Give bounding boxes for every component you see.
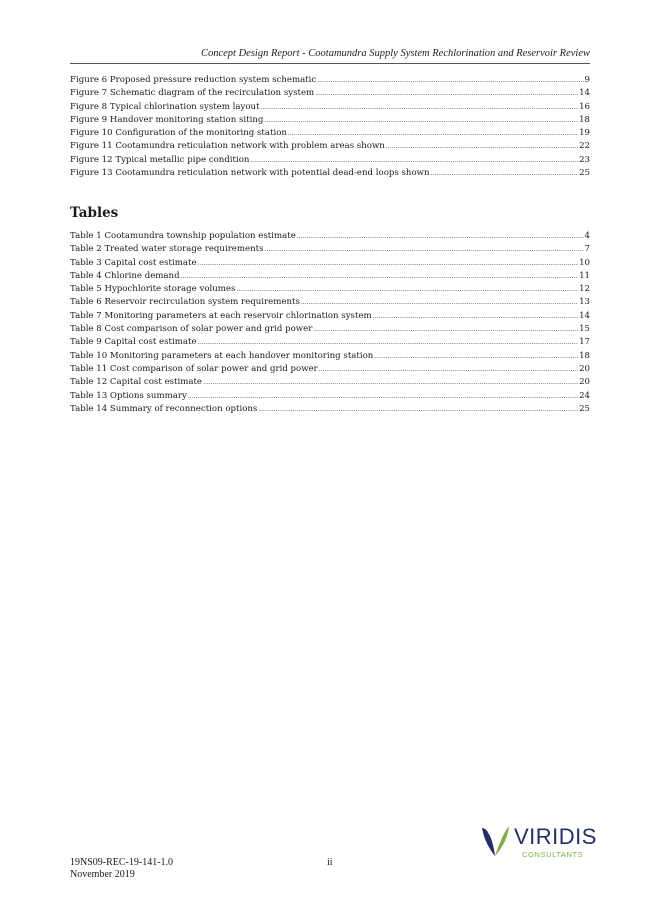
table-entry-page: 18	[579, 350, 590, 361]
figure-entry-label: Figure 10 Configuration of the monitoring station	[70, 128, 287, 139]
table-entry[interactable]	[70, 323, 590, 336]
table-entry-label: Table 5 Hypochlorite storage volumes	[70, 284, 236, 295]
figure-entry[interactable]	[70, 127, 590, 140]
figure-entry[interactable]	[70, 114, 590, 127]
viridis-logo	[478, 822, 598, 862]
logo-wordmark: VIRIDIS	[514, 824, 597, 849]
table-entry[interactable]	[70, 310, 590, 323]
dot-leader	[181, 270, 578, 283]
figure-entry[interactable]	[70, 140, 590, 153]
table-entry[interactable]	[70, 296, 590, 309]
table-entry-page: 12	[579, 284, 590, 295]
table-entry[interactable]	[70, 243, 590, 256]
figure-entry[interactable]	[70, 87, 590, 100]
table-entry-page: 25	[579, 403, 590, 414]
figure-entry-label: Figure 11 Cootamundra reticulation network with problem areas shown	[70, 141, 385, 152]
table-entry-page: 7	[584, 244, 590, 255]
dot-leader	[203, 376, 578, 389]
table-entry-label: Table 10 Monitoring parameters at each handover monitoring station	[70, 350, 374, 361]
list-of-tables	[70, 230, 590, 416]
table-entry[interactable]	[70, 403, 590, 416]
footer-page-number: ii	[327, 857, 333, 868]
dot-leader	[301, 296, 578, 309]
table-entry[interactable]	[70, 336, 590, 349]
table-entry-label: Table 11 Cost comparison of solar power and grid power	[70, 363, 318, 374]
table-entry[interactable]	[70, 376, 590, 389]
figure-entry[interactable]	[70, 74, 590, 87]
table-entry-page: 14	[579, 310, 590, 321]
dot-leader	[317, 74, 583, 87]
dot-leader	[315, 87, 578, 100]
table-entry-label: Table 13 Options summary	[70, 390, 187, 401]
table-entry-page: 13	[579, 297, 590, 308]
dot-leader	[261, 101, 579, 114]
dot-leader	[236, 283, 578, 296]
table-entry-page: 17	[579, 337, 590, 348]
figure-entry-page: 14	[579, 88, 590, 99]
table-entry-label: Table 2 Treated water storage requirements	[70, 244, 264, 255]
table-entry-label: Table 6 Reservoir recirculation system requirements	[70, 297, 300, 308]
table-entry[interactable]	[70, 363, 590, 376]
figure-entry[interactable]	[70, 154, 590, 167]
table-entry-page: 10	[579, 257, 590, 268]
table-entry-page: 20	[579, 363, 590, 374]
dot-leader	[264, 114, 578, 127]
running-header: Concept Design Report - Cootamundra Supply System Rechlorination and Reservoir Review	[70, 48, 590, 64]
dot-leader	[386, 140, 578, 153]
table-entry-label: Table 7 Monitoring parameters at each reservoir chlorination system	[70, 310, 372, 321]
list-of-figures	[70, 74, 590, 180]
table-entry[interactable]	[70, 230, 590, 243]
table-entry[interactable]	[70, 350, 590, 363]
table-entry-label: Table 12 Capital cost estimate	[70, 377, 203, 388]
figure-entry[interactable]	[70, 167, 590, 180]
figure-entry[interactable]	[70, 101, 590, 114]
figure-entry-page: 9	[584, 75, 590, 85]
dot-leader	[198, 336, 579, 349]
logo-tagline: CONSULTANTS	[522, 850, 584, 859]
dot-leader	[198, 257, 579, 270]
table-entry-page: 15	[579, 324, 590, 335]
dot-leader	[431, 167, 579, 180]
dot-leader	[258, 403, 578, 416]
table-entry[interactable]	[70, 283, 590, 296]
figure-entry-page: 19	[579, 128, 590, 139]
tables-heading: Tables	[70, 205, 119, 221]
figure-entry-label: Figure 9 Handover monitoring station siting	[70, 114, 264, 125]
table-entry-page: 11	[579, 270, 590, 281]
dot-leader	[288, 127, 578, 140]
figure-entry-label: Figure 13 Cootamundra reticulation network with potential dead-end loops shown	[70, 168, 430, 179]
table-entry-page: 24	[579, 390, 590, 401]
footer-doc-id: 19NS09-REC-19-141-1.0	[70, 857, 174, 868]
figure-entry-page: 23	[579, 154, 590, 165]
table-entry-label: Table 8 Cost comparison of solar power and grid power	[70, 324, 313, 335]
dot-leader	[188, 390, 578, 403]
table-entry-label: Table 9 Capital cost estimate	[70, 337, 197, 348]
dot-leader	[374, 350, 578, 363]
figure-entry-page: 18	[579, 114, 590, 125]
viridis-leaf-icon	[478, 822, 514, 862]
table-entry[interactable]	[70, 270, 590, 283]
figure-entry-label: Figure 6 Proposed pressure reduction system schematic	[70, 75, 317, 85]
figure-entry-page: 25	[579, 168, 590, 179]
figure-entry-label: Figure 12 Typical metallic pipe condition	[70, 154, 250, 165]
dot-leader	[373, 310, 578, 323]
table-entry-page: 4	[584, 231, 590, 241]
dot-leader	[313, 323, 578, 336]
table-entry-label: Table 4 Chlorine demand	[70, 270, 180, 281]
dot-leader	[297, 230, 584, 243]
dot-leader	[250, 154, 578, 167]
table-entry-label: Table 1 Cootamundra township population estimate	[70, 231, 296, 241]
dot-leader	[265, 243, 584, 256]
figure-entry-page: 22	[579, 141, 590, 152]
table-entry[interactable]	[70, 257, 590, 270]
dot-leader	[319, 363, 578, 376]
footer-doc-info	[70, 857, 173, 881]
table-entry-label: Table 3 Capital cost estimate	[70, 257, 197, 268]
figure-entry-label: Figure 7 Schematic diagram of the recirculation system	[70, 88, 315, 99]
footer-date: November 2019	[70, 869, 135, 880]
figure-entry-page: 16	[579, 101, 590, 112]
table-entry[interactable]	[70, 390, 590, 403]
table-entry-page: 20	[579, 377, 590, 388]
figure-entry-label: Figure 8 Typical chlorination system layout	[70, 101, 260, 112]
table-entry-label: Table 14 Summary of reconnection options	[70, 403, 258, 414]
